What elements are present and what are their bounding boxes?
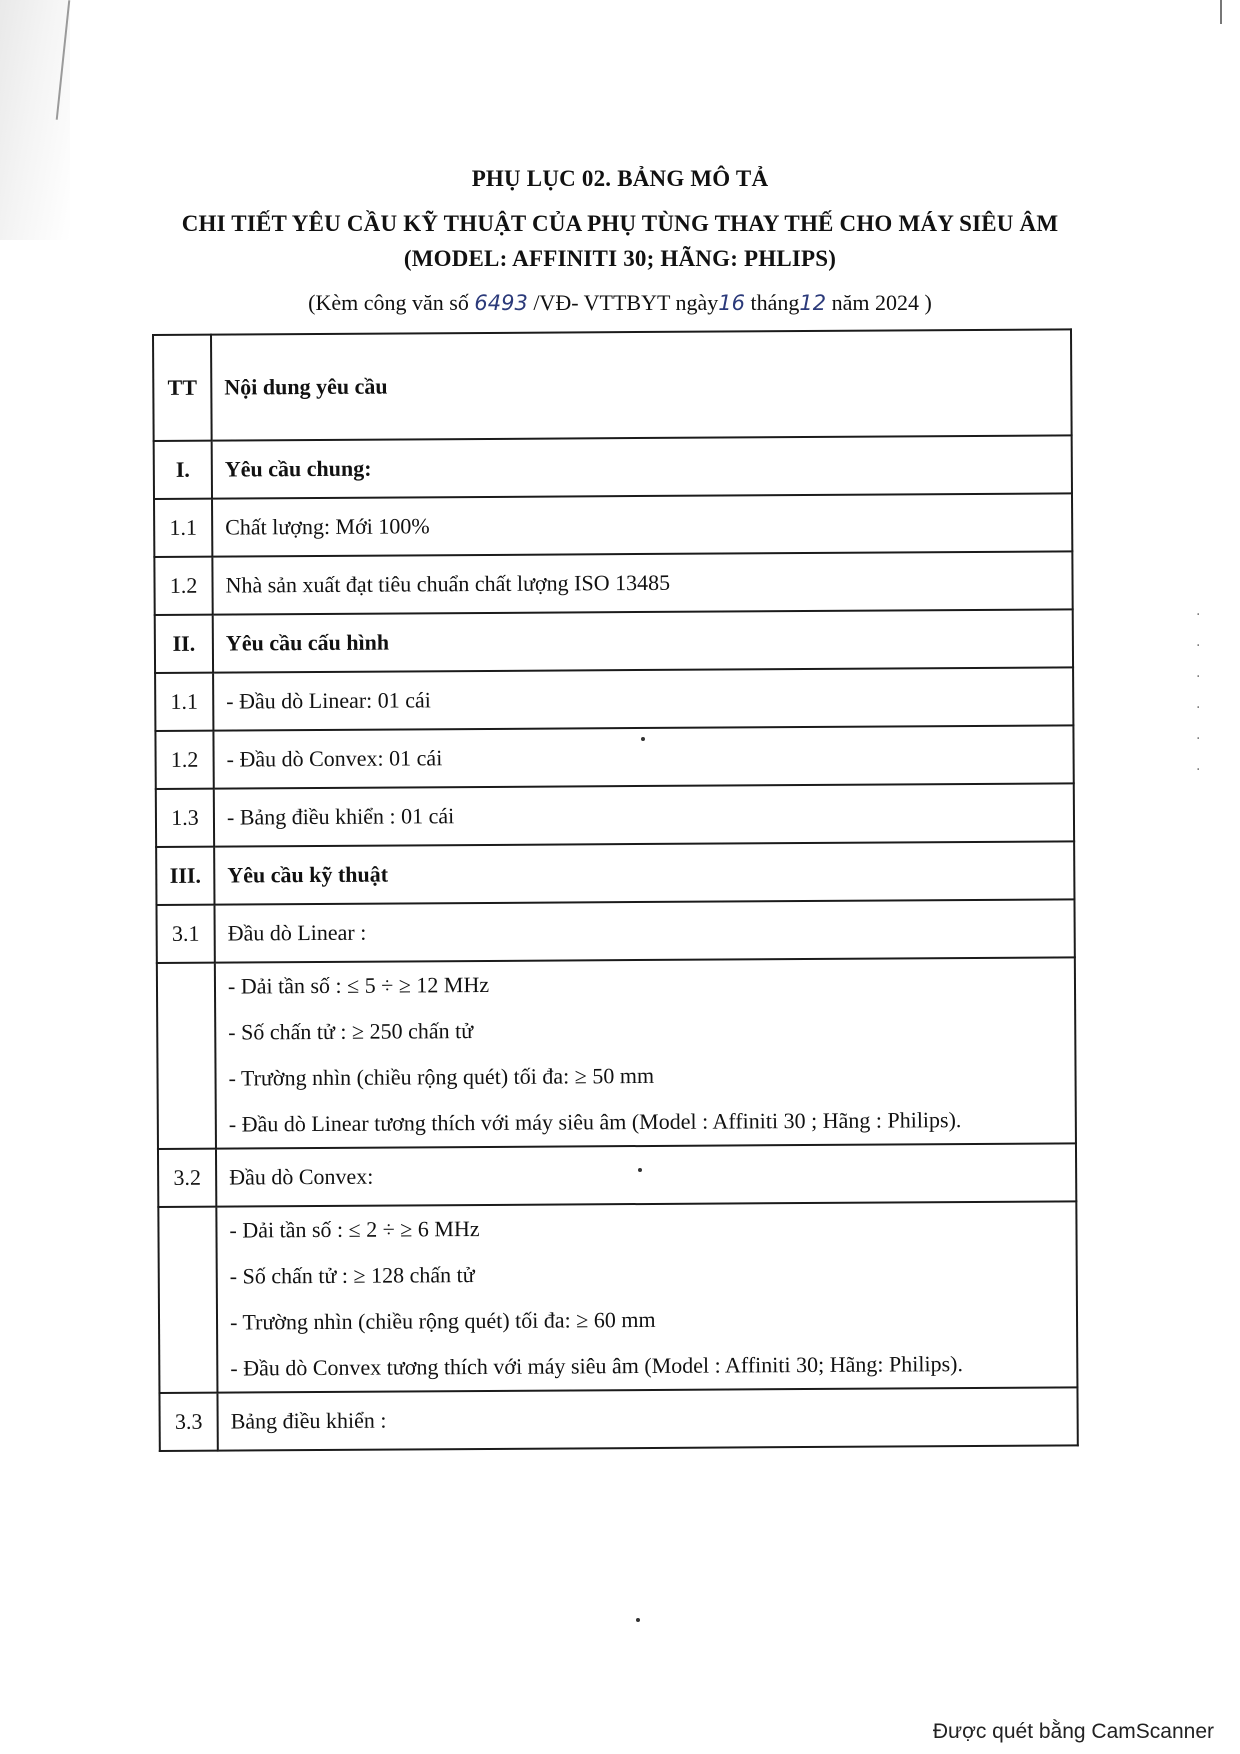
section-title: Yêu cầu chung:	[212, 435, 1072, 498]
reference-mid-1: /VĐ- VTTBYT ngày	[527, 290, 719, 315]
section-row-technical	[156, 841, 1074, 905]
spec-item: - Số chấn tử : ≥ 128 chấn tử	[229, 1262, 475, 1289]
header-tt: TT	[153, 335, 212, 441]
table-row	[155, 725, 1073, 789]
scan-speck	[636, 1618, 640, 1622]
spec-item: - Trường nhìn (chiều rộng quét) tối đa: ≥ 50 mm	[228, 1062, 655, 1091]
row-content: - Đầu dò Convex: 01 cái	[213, 725, 1073, 788]
row-content: - Bảng điều khiển : 01 cái	[214, 783, 1074, 846]
table-row	[156, 783, 1074, 847]
row-number: 1.2	[154, 557, 212, 615]
table-row	[156, 899, 1074, 963]
row-number: 1.3	[156, 789, 214, 847]
row-content: Bảng điều khiển :	[217, 1387, 1077, 1450]
header-content: Nội dung yêu cầu	[211, 329, 1072, 440]
section-number: II.	[155, 615, 213, 673]
convex-specs-row	[158, 1201, 1077, 1393]
spec-item: - Trường nhìn (chiều rộng quét) tối đa: ≥ 60 mm	[229, 1306, 656, 1335]
row-number: 3.3	[159, 1393, 217, 1451]
row-number: 1.1	[155, 673, 213, 731]
row-content: Đầu dò Linear :	[214, 899, 1074, 962]
table-row	[154, 551, 1072, 615]
spec-item: - Dải tần số : ≤ 5 ÷ ≥ 12 MHz	[227, 971, 490, 999]
section-title: Yêu cầu kỹ thuật	[214, 841, 1074, 904]
spec-item: - Đầu dò Convex tương thích với máy siêu âm (Model : Affiniti 30; Hãng: Philips).	[230, 1351, 963, 1381]
spec-item: - Dải tần số : ≤ 2 ÷ ≥ 6 MHz	[229, 1216, 480, 1243]
appendix-title: PHỤ LỤC 02. BẢNG MÔ TẢ	[471, 166, 769, 191]
requirements-table	[152, 328, 1079, 1452]
spec-item: - Số chấn tử : ≥ 250 chấn tử	[228, 1018, 474, 1045]
row-number: 3.2	[158, 1149, 216, 1207]
row-content: Nhà sản xuất đạt tiêu chuẩn chất lượng ISO 13485	[212, 551, 1072, 614]
section-row-general	[154, 435, 1072, 499]
section-title: Yêu cầu cấu hình	[213, 609, 1073, 672]
reference-line	[0, 290, 1240, 316]
table-row	[158, 1143, 1076, 1207]
empty-number-cell	[157, 963, 216, 1149]
table-header-row	[153, 329, 1072, 441]
scanner-watermark: Được quét bằng CamScanner	[932, 1720, 1214, 1743]
reference-suffix: năm 2024 )	[826, 290, 932, 315]
handwritten-month: 12	[799, 291, 827, 315]
row-content: Chất lượng: Mới 100%	[212, 493, 1072, 556]
table-row	[159, 1387, 1077, 1451]
row-content: Đầu dò Convex:	[216, 1143, 1076, 1206]
table-row	[154, 493, 1072, 557]
handwritten-doc-number: 6493	[474, 291, 528, 315]
convex-specs-list	[216, 1201, 1077, 1392]
empty-number-cell	[158, 1207, 217, 1393]
row-number: 1.2	[155, 731, 213, 789]
reference-mid-2: tháng	[745, 290, 800, 315]
section-number: III.	[156, 847, 214, 905]
scan-speck	[641, 737, 645, 741]
reference-prefix: (Kèm công văn số	[308, 290, 475, 315]
model-heading: (MODEL: AFFINITI 30; HÃNG: PHLIPS)	[403, 246, 837, 271]
handwritten-day: 16	[718, 291, 745, 315]
scan-speck	[638, 1168, 642, 1172]
scan-shadow	[0, 0, 70, 240]
scan-right-edge	[1220, 0, 1222, 24]
row-number: 1.1	[154, 499, 212, 557]
section-number: I.	[154, 441, 212, 499]
spec-item: - Đầu dò Linear tương thích với máy siêu âm (Model : Affiniti 30 ; Hãng : Philips).	[228, 1107, 962, 1137]
section-row-configuration	[155, 609, 1073, 673]
document-heading: CHI TIẾT YÊU CẦU KỸ THUẬT CỦA PHỤ TÙNG THAY THẾ CHO MÁY SIÊU ÂM	[181, 211, 1059, 236]
row-number: 3.1	[156, 905, 214, 963]
row-content: - Đầu dò Linear: 01 cái	[213, 667, 1073, 730]
table-row	[155, 667, 1073, 731]
linear-specs-list	[215, 957, 1076, 1148]
linear-specs-row	[157, 957, 1076, 1149]
margin-bleed-marks: · · · · · ·	[1196, 607, 1201, 778]
